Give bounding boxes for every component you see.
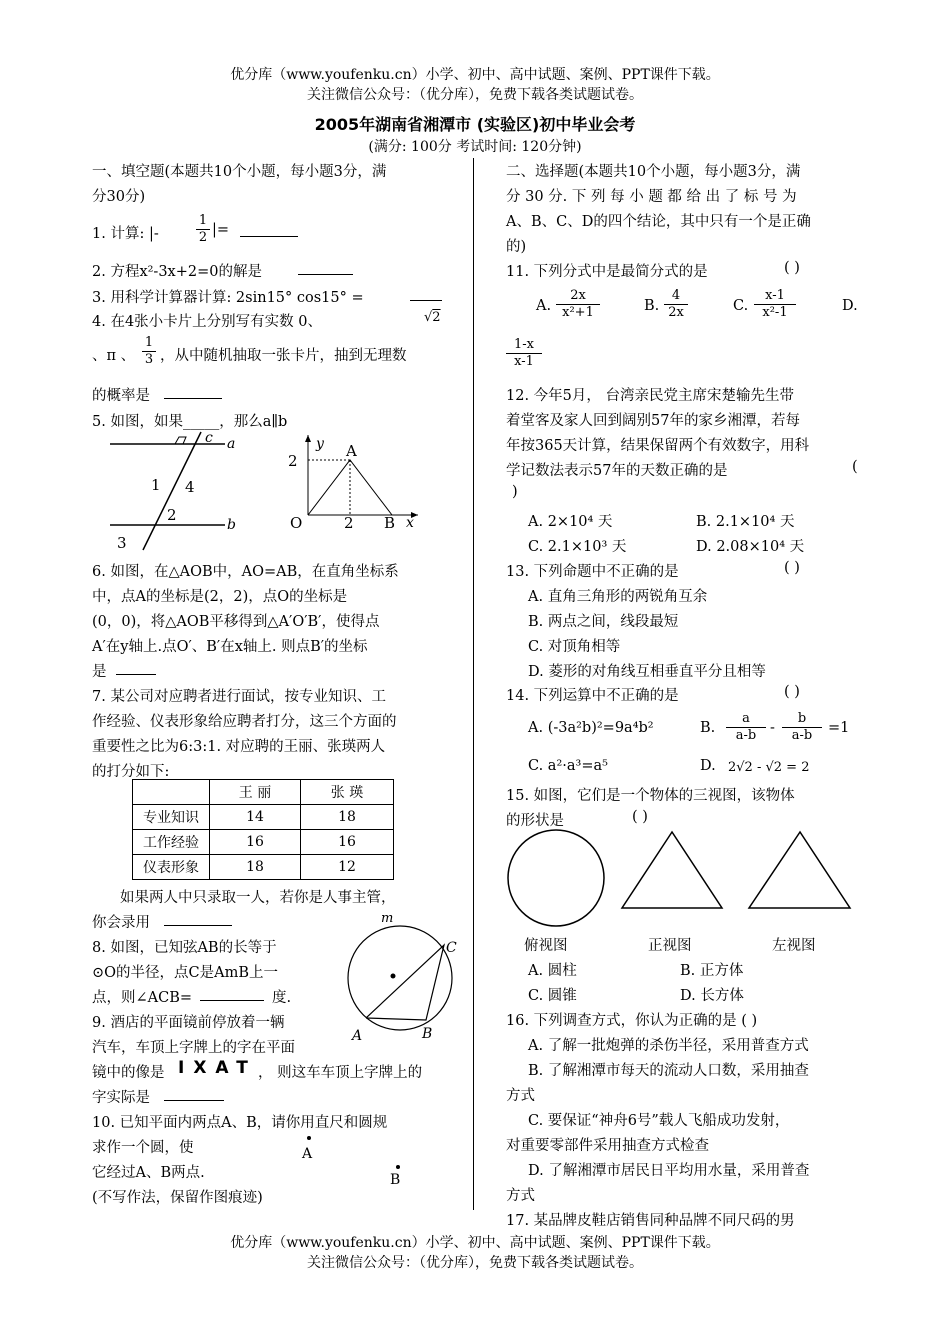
- table-cell: 专业知识: [133, 805, 210, 830]
- q11-b-numerator: 4: [664, 288, 688, 305]
- section2-line4: 的): [506, 239, 527, 255]
- q8-line3-end: 度.: [272, 990, 292, 1006]
- q3-answer-blank[interactable]: [410, 288, 442, 301]
- label-a: A: [352, 1028, 363, 1044]
- q4-sqrt-radicand: 2: [432, 310, 441, 325]
- q12-option-a[interactable]: A. 2×10⁴ 天: [528, 514, 613, 530]
- q14-text: 14. 下列运算中不正确的是: [506, 688, 679, 704]
- q7-line2: 作经验、仪表形象给应聘者打分，这三个方面的: [92, 714, 397, 730]
- table-cell: 16: [301, 830, 394, 855]
- table-row: [133, 830, 394, 855]
- q6-answer-blank[interactable]: [116, 662, 156, 675]
- q10-line1: 10. 已知平面内两点A、B，请你用直尺和圆规: [92, 1115, 388, 1131]
- footer-line-2: 关注微信公众号：（优分库），免费下载各类试题试卷。: [307, 1255, 643, 1271]
- q11-a-numerator: 2x: [556, 288, 600, 305]
- q13-option-d[interactable]: D. 菱形的对角线互相垂直平分且相等: [528, 664, 766, 680]
- q4-numerator: 1: [142, 335, 156, 352]
- point-b-label: B: [390, 1172, 401, 1188]
- point-a-label: A: [302, 1146, 313, 1162]
- q14-b-numerator-2: b: [782, 711, 822, 728]
- q4-line3: 的概率是: [92, 388, 150, 404]
- x-tick-2: 2: [344, 514, 354, 530]
- q1-answer-blank[interactable]: [240, 224, 298, 237]
- q15-caption-side: 左视图: [772, 938, 816, 954]
- table-row: [133, 855, 394, 880]
- q6-line1: 6. 如图，在△AOB中，AO=AB，在直角坐标系: [92, 564, 399, 580]
- q12-option-b[interactable]: B. 2.1×10⁴ 天: [696, 514, 795, 530]
- q12-line1: 12. 今年5月， 台湾亲民党主席宋楚输先生带: [506, 388, 795, 404]
- q12-option-d[interactable]: D. 2.08×10⁴ 天: [696, 539, 805, 555]
- score-table: [132, 779, 394, 880]
- q11-answer-paren[interactable]: ( ): [784, 260, 800, 276]
- table-cell: 16: [210, 830, 301, 855]
- q12-paren-close[interactable]: ): [512, 484, 518, 500]
- q7-line3: 重要性之比为6:3:1. 对应聘的王丽、张瑛两人: [92, 739, 386, 755]
- label-c: C: [446, 940, 457, 956]
- q11-text: 11. 下列分式中是最简分式的是: [506, 264, 708, 280]
- q15-caption-front: 正视图: [648, 938, 692, 954]
- q11-d-numerator: 1-x: [506, 337, 542, 354]
- q13-answer-paren[interactable]: ( ): [784, 560, 800, 576]
- q13-option-c[interactable]: C. 对顶角相等: [528, 639, 621, 655]
- q15-line1: 15. 如图，它们是一个物体的三视图，该物体: [506, 788, 795, 804]
- q11-option-d-label: D.: [842, 298, 858, 314]
- q16-option-a[interactable]: A. 了解一批炮弹的杀伤半径，采用普查方式: [528, 1038, 809, 1054]
- q6-line5: 是: [92, 664, 107, 680]
- table-row: [133, 805, 394, 830]
- q4-line1: 4. 在4张小卡片上分别写有实数 0、: [92, 314, 323, 330]
- top-view-circle: [508, 830, 604, 926]
- table-header-row: [133, 780, 394, 805]
- q12-option-c[interactable]: C. 2.1×10³ 天: [528, 539, 627, 555]
- q8-line3: 点，则∠ACB=: [92, 990, 193, 1006]
- table-cell: 12: [301, 855, 394, 880]
- q15-option-d[interactable]: D. 长方体: [680, 988, 744, 1004]
- q7-answer-blank[interactable]: [164, 913, 232, 926]
- table-header-cell: 王 丽: [210, 780, 301, 805]
- point-a-label: A: [346, 442, 357, 460]
- table-header-cell: 张 瑛: [301, 780, 394, 805]
- x-label: x: [406, 515, 414, 530]
- q1-fraction: [196, 213, 210, 246]
- q7-line6: 你会录用: [92, 915, 150, 931]
- y-arrow: [305, 435, 311, 442]
- q14-option-b-label[interactable]: B.: [700, 720, 716, 736]
- q14-b-minus: -: [770, 720, 775, 736]
- q16-option-c-line2: 对重要零部件采用抽查方式检查: [506, 1138, 709, 1154]
- q17-text: 17. 某品牌皮鞋店销售同种品牌不同尺码的男: [506, 1213, 795, 1229]
- side-view-triangle: [749, 832, 850, 908]
- q1-prefix: 1. 计算: |-: [92, 226, 159, 242]
- q3-text: 3. 用科学计算器计算: 2sin15° cos15° =: [92, 290, 364, 306]
- q16-option-b-line1[interactable]: B. 了解湘潭市每天的流动人口数，采用抽查: [528, 1063, 809, 1079]
- q15-option-c[interactable]: C. 圆锥: [528, 988, 577, 1004]
- triangle-abc: [366, 945, 444, 1020]
- label-a: a: [227, 436, 236, 452]
- q8-line2: ⊙O的半径，点C是AmB上一: [92, 965, 279, 981]
- q9-line3-b: ， 则这车车顶上字牌上的: [258, 1065, 423, 1081]
- q13-option-a[interactable]: A. 直角三角形的两锐角互余: [528, 589, 708, 605]
- angle-1: 1: [151, 476, 161, 494]
- label-m: m: [381, 911, 394, 926]
- q9-line1: 9. 酒店的平面镜前停放着一辆: [92, 1015, 285, 1031]
- q11-option-b-label: B.: [644, 298, 660, 314]
- q14-option-a[interactable]: A. (-3a²b)²=9a⁴b²: [528, 720, 654, 736]
- q16-option-d-line2: 方式: [506, 1188, 535, 1204]
- point-a-dot: [307, 1136, 311, 1140]
- q4-sqrt2: √2: [424, 310, 441, 325]
- angle-2: 2: [167, 506, 177, 524]
- q6-figure-coordinate: [280, 430, 420, 530]
- q15-option-b[interactable]: B. 正方体: [680, 963, 744, 979]
- point-b-label: B: [384, 514, 396, 530]
- q14-b-denominator-1: a-b: [735, 728, 757, 743]
- q16-option-d-line1[interactable]: D. 了解湘潭市居民日平均用水量，采用普查: [528, 1163, 810, 1179]
- q9-line3-a: 镜中的像是: [92, 1065, 165, 1081]
- q16-option-c-line1[interactable]: C. 要保证“神舟6号”载人飞船成功发射，: [528, 1113, 790, 1129]
- angle-4: 4: [185, 478, 195, 496]
- q8-line1: 8. 如图，已知弦AB的长等于: [92, 940, 277, 956]
- q15-three-views-figure: [500, 828, 870, 928]
- table-header-cell: [133, 780, 210, 805]
- section2-line3: A、B、C、D的四个结论，其中只有一个是正确: [506, 214, 811, 230]
- table-cell: 14: [210, 805, 301, 830]
- label-c: c: [205, 430, 213, 446]
- q14-b-fraction-2: [782, 711, 822, 744]
- q13-option-b[interactable]: B. 两点之间，线段最短: [528, 614, 679, 630]
- header-line-2: 关注微信公众号：（优分库），免费下载各类试题试卷。: [307, 87, 643, 103]
- q8-answer-blank[interactable]: [200, 988, 264, 1001]
- q4-line2-a: 、π 、: [92, 348, 136, 364]
- q16-option-b-line2: 方式: [506, 1088, 535, 1104]
- q6-line3: (0，0)，将△AOB平移得到△A′O′B′，使得点: [92, 614, 380, 630]
- q11-b-denominator: 2x: [668, 305, 684, 320]
- q1-suffix: |=: [212, 222, 230, 238]
- angle-3: 3: [117, 534, 127, 552]
- q11-d-denominator: x-1: [514, 354, 534, 369]
- q10-line2: 求作一个圆，使: [92, 1140, 194, 1156]
- y-tick-2: 2: [288, 452, 298, 470]
- q14-option-d-label[interactable]: D.: [700, 758, 716, 774]
- q4-fraction: [142, 335, 156, 368]
- q6-line2: 中，点A的坐标是(2，2)，点O的坐标是: [92, 589, 348, 605]
- q14-answer-paren[interactable]: ( ): [784, 684, 800, 700]
- point-b-dot: [396, 1165, 400, 1169]
- footer-line-1: 优分库（www.youfenku.cn）小学、初中、高中试题、案例、PPT课件下载。: [230, 1235, 720, 1251]
- q2-answer-blank[interactable]: [298, 262, 353, 275]
- q9-line2: 汽车，车顶上字牌上的字在平面: [92, 1040, 295, 1056]
- section1-line1: 一、填空题(本题共10个小题，每小题3分，满: [92, 164, 387, 180]
- q11-option-c-fraction: [754, 288, 796, 321]
- q1-denominator: 2: [198, 230, 208, 245]
- q4-denominator: 3: [144, 352, 154, 367]
- q7-line1: 7. 某公司对应聘者进行面试，按专业知识、工: [92, 689, 386, 705]
- label-b: b: [227, 517, 236, 533]
- y-label: y: [316, 436, 324, 452]
- q11-option-c-label: C.: [733, 298, 749, 314]
- q9-line4: 字实际是: [92, 1090, 150, 1106]
- q12-line4: 学记数法表示57年的天数正确的是: [506, 463, 728, 479]
- q15-option-a[interactable]: A. 圆柱: [528, 963, 577, 979]
- q8-figure-circle: [338, 908, 466, 1048]
- q11-option-a-fraction: [556, 288, 600, 321]
- q4-answer-blank[interactable]: [164, 386, 222, 399]
- table-cell: 18: [301, 805, 394, 830]
- q11-option-b-fraction: [664, 288, 688, 321]
- q14-option-c[interactable]: C. a²·a³=a⁵: [528, 758, 608, 774]
- q11-c-numerator: x-1: [754, 288, 796, 305]
- q9-mirror-text: IXAT: [178, 1058, 257, 1078]
- q11-option-a-label: A.: [536, 298, 552, 314]
- center-dot: [391, 974, 396, 979]
- q11-c-denominator: x²-1: [762, 305, 788, 320]
- section2-line1: 二、选择题(本题共10个小题，每小题3分，满: [506, 164, 801, 180]
- q5-figure-parallel-lines: [105, 430, 245, 555]
- q12-line2: 着堂客及家人回到阔别57年的家乡湘潭，若每: [506, 413, 800, 429]
- origin-label: O: [290, 514, 303, 530]
- q12-line3: 年按365天计算，结果保留两个有效数字，用科: [506, 438, 810, 454]
- table-cell: 工作经验: [133, 830, 210, 855]
- q14-option-d-expr: 2√2 - √2 = 2: [728, 760, 810, 775]
- table-cell: 仪表形象: [133, 855, 210, 880]
- q5-text: 5. 如图，如果_____，那么a∥b: [92, 414, 288, 430]
- page-title: 2005年湖南省湘潭市 (实验区)初中毕业会考: [314, 115, 636, 134]
- label-b: B: [422, 1026, 433, 1042]
- q2-text: 2. 方程x²-3x+2=0的解是: [92, 264, 262, 280]
- q10-line4: (不写作法，保留作图痕迹): [92, 1190, 263, 1206]
- front-view-triangle: [622, 832, 722, 908]
- section2-line2: 分 30 分. 下 列 每 小 题 都 给 出 了 标 号 为: [506, 189, 797, 205]
- q10-line3: 它经过A、B两点.: [92, 1165, 205, 1181]
- q9-answer-blank[interactable]: [164, 1088, 224, 1101]
- header-line-1: 优分库（www.youfenku.cn）小学、初中、高中试题、案例、PPT课件下载。: [230, 67, 720, 83]
- column-divider: [473, 158, 474, 1210]
- q11-a-denominator: x²+1: [562, 305, 594, 320]
- table-cell: 18: [210, 855, 301, 880]
- q7-line4: 的打分如下:: [92, 764, 170, 780]
- q4-line2-b: ，从中随机抽取一张卡片，抽到无理数: [160, 348, 407, 364]
- angle-mark: [175, 437, 186, 444]
- q12-paren-open[interactable]: (: [852, 459, 858, 475]
- q14-b-fraction-1: [726, 711, 766, 744]
- section1-line2: 分30分): [92, 189, 146, 205]
- q14-b-numerator-1: a: [726, 711, 766, 728]
- q15-line2: 的形状是: [506, 813, 564, 829]
- q14-b-result: =1: [828, 720, 850, 736]
- q13-text: 13. 下列命题中不正确的是: [506, 564, 679, 580]
- q6-line4: A′在y轴上.点O′、B′在x轴上. 则点B′的坐标: [92, 639, 368, 655]
- page-subtitle: (满分: 100分 考试时间: 120分钟): [368, 139, 582, 155]
- q11-option-d-fraction: [506, 337, 542, 370]
- q16-text: 16. 下列调查方式，你认为正确的是 ( ): [506, 1013, 758, 1029]
- q1-numerator: 1: [196, 213, 210, 230]
- q7-line5: 如果两人中只录取一人，若你是人事主管，: [120, 890, 396, 906]
- q15-caption-top: 俯视图: [524, 938, 568, 954]
- q14-b-denominator-2: a-b: [791, 728, 813, 743]
- q15-answer-paren[interactable]: ( ): [632, 809, 648, 825]
